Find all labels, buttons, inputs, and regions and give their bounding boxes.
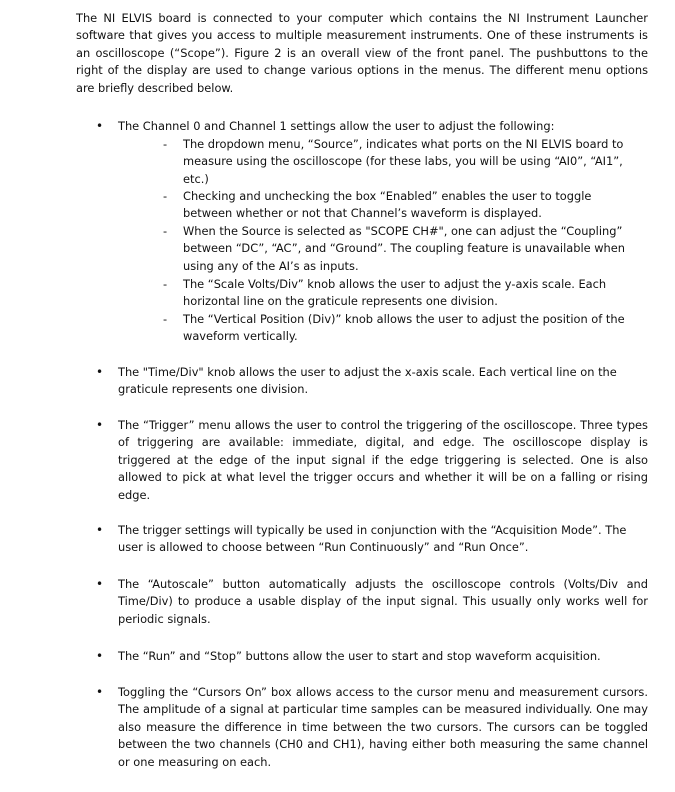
subitem-enabled [163,188,643,223]
bullet-item-trigger-menu [96,417,648,504]
subitem-text: The “Vertical Position (Div)” knob allows the user to adjust the position of the waveform vertically. [183,312,625,344]
subitem-text: When the Source is selected as "SCOPE CH#", one can adjust the “Coupling” between “DC”, “AC”, and “Ground”. The coupling feature is unavailable when using any of the AI’s as inputs. [183,224,626,273]
dash-icon: - [163,189,168,203]
dash-icon: - [163,137,168,151]
bullet-icon: • [96,523,104,537]
bullet-text: The “Trigger” menu allows the user to control the triggering of the oscilloscope. Three types of triggering are available: immediate, digital, and edge. The oscilloscope display is triggered at the edge of the input signal if the edge triggering is selected. One is also allowed to pick at what level the trigger occurs and whether it will be on a falling or rising edge. [118,418,648,502]
bullet-text: Toggling the “Cursors On” box allows access to the cursor menu and measurement cursors. The amplitude of a signal at particular time samples can be measured individually. One may also measure the difference in time between the two cursors. The cursors can be toggled between the two channels (CH0 and CH1), having either both measuring the same channel or one measuring on each. [118,685,648,769]
subitem-scale-volts [163,276,643,311]
bullet-icon: • [96,418,104,432]
bullet-icon: • [96,685,104,699]
bullet-icon: • [96,365,104,379]
subitem-text: Checking and unchecking the box “Enabled” enables the user to toggle between whether or not that Channel’s waveform is displayed. [183,189,592,221]
bullet-item-cursors [96,684,648,771]
dash-icon: - [163,224,168,238]
subitem-coupling [163,223,643,275]
bullet-item-autoscale [96,576,648,628]
subitem-source [163,136,643,188]
subitem-text: The dropdown menu, “Source”, indicates what ports on the NI ELVIS board to measure using the oscilloscope (for these labs, you will be using “AI0”, “AI1”, etc.) [183,137,624,186]
bullet-item-run-stop [96,648,648,665]
bullet-icon: • [96,649,104,663]
bullet-text: The trigger settings will typically be used in conjunction with the “Acquisition Mode”. The user is allowed to choose between “Run Continuously” and “Run Once”. [118,523,627,555]
bullet-text: The "Time/Div" knob allows the user to adjust the x-axis scale. Each vertical line on the graticule represents one division. [118,365,617,397]
dash-icon: - [163,312,168,326]
bullet-text: The “Run” and “Stop” buttons allow the user to start and stop waveform acquisition. [118,649,601,663]
bullet-icon: • [96,119,104,133]
bullet-item-time-div [96,364,648,399]
subitem-text: The “Scale Volts/Div” knob allows the user to adjust the y-axis scale. Each horizontal line on the graticule represents one division. [183,277,607,309]
intro-paragraph: The NI ELVIS board is connected to your computer which contains the NI Instrument Launcher software that gives you access to multiple measurement instruments. One of these instruments is an oscilloscope (“Scope”). Figure 2 is an overall view of the front panel. The pushbuttons to the right of the display are used to change various options in the menus. The different menu options are briefly described below. [76,11,648,95]
bullet-icon: • [96,577,104,591]
bullet-text: The “Autoscale” button automatically adjusts the oscilloscope controls (Volts/Div and Time/Div) to produce a usable display of the input signal. This usually only works well for periodic signals. [118,577,648,626]
bullet-item-acquisition-mode [96,522,648,557]
subitem-vertical-position [163,311,643,346]
bullet-item-channel-settings [96,118,648,135]
dash-icon: - [163,277,168,291]
bullet-text: The Channel 0 and Channel 1 settings allow the user to adjust the following: [118,119,555,133]
